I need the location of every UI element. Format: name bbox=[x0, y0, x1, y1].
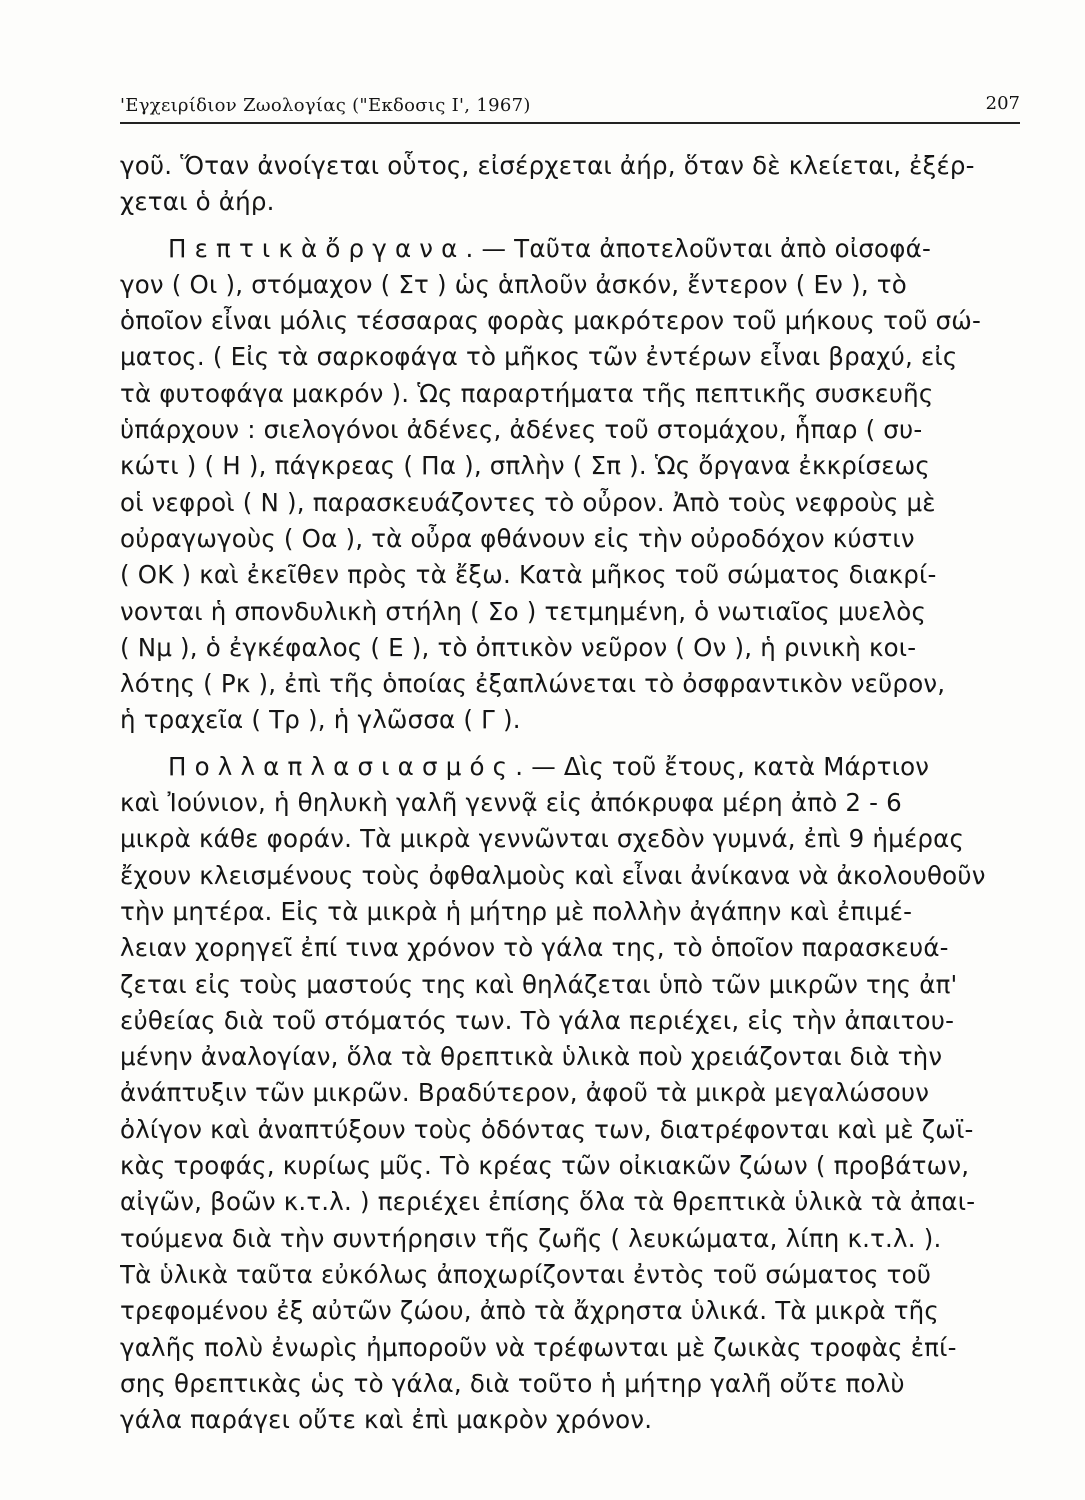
text-line: νονται ἡ σπονδυλικὴ στήλη ( Σο ) τετμημένη, ὁ νωτιαῖος μυελὸς bbox=[120, 596, 927, 626]
text-line: τὴν μητέρα. Εἰς τὰ μικρὰ ἡ μήτηρ μὲ πολλὴν ἀγάπην καὶ ἐπιμέ- bbox=[120, 896, 913, 926]
text-line: γαλῆς πολὺ ἐνωρὶς ἠμποροῦν νὰ τρέφωνται μὲ ζωικὰς τροφὰς ἐπί- bbox=[120, 1332, 957, 1362]
page-number: 207 bbox=[985, 93, 1020, 114]
running-head bbox=[120, 88, 1020, 124]
text-line: ὑπάρχουν : σιελογόνοι ἀδένες, ἀδένες τοῦ στομάχου, ἧπαρ ( συ- bbox=[120, 415, 923, 445]
text-line: Τὰ ὑλικὰ ταῦτα εὐκόλως ἀποχωρίζονται ἐντὸς τοῦ σώματος τοῦ bbox=[120, 1259, 932, 1289]
text-line: λειαν χορηγεῖ ἐπί τινα χρόνον τὸ γάλα της, τὸ ὁποῖον παρασκευά- bbox=[120, 933, 949, 963]
text-line: Π ε π τ ι κ ὰ ὄ ρ γ α ν α . — Ταῦτα ἀποτελοῦνται ἀπὸ οἰσοφά- bbox=[168, 233, 931, 263]
text-line: μένην ἀναλογίαν, ὅλα τὰ θρεπτικὰ ὑλικὰ ποὺ χρειάζονται διὰ τὴν bbox=[120, 1042, 943, 1072]
text-line: τρεφομένου ἐξ αὐτῶν ζώου, ἀπὸ τὰ ἄχρηστα ὑλικά. Τὰ μικρὰ τῆς bbox=[120, 1296, 939, 1326]
text-line: εὐθείας διὰ τοῦ στόματός των. Τὸ γάλα περιέχει, εἰς τὴν ἀπαιτου- bbox=[120, 1005, 955, 1035]
text-line: καὶ Ἰούνιον, ἡ θηλυκὴ γαλῆ γεννᾷ εἰς ἀπόκρυφα μέρη ἀπὸ 2 - 6 bbox=[120, 788, 902, 818]
text-line: ἔχουν κλεισμένους τοὺς ὀφθαλμοὺς καὶ εἶναι ἀνίκανα νὰ ἀκολουθοῦν bbox=[120, 860, 986, 890]
text-line: γάλα παράγει οὔτε καὶ ἐπὶ μακρὸν χρόνον. bbox=[120, 1405, 653, 1435]
text-line: αἰγῶν, βοῶν κ.τ.λ. ) περιέχει ἐπίσης ὅλα τὰ θρεπτικὰ ὑλικὰ τὰ ἀπαι- bbox=[120, 1187, 976, 1217]
text-line: γοῦ. Ὅταν ἀνοίγεται οὗτος, εἰσέρχεται ἀήρ, ὅταν δὲ κλείεται, ἐξέρ- bbox=[120, 151, 975, 180]
body-text bbox=[120, 148, 1040, 1438]
text-line: λότης ( Ρκ ), ἐπὶ τῆς ὁποίας ἐξαπλώνεται τὸ ὀσφραντικὸν νεῦρον, bbox=[120, 669, 946, 699]
text-line: τὰ φυτοφάγα μακρόν ). Ὡς παραρτήματα τῆς πεπτικῆς συσκευῆς bbox=[120, 378, 934, 408]
text-line: οὐραγωγοὺς ( Οα ), τὰ οὖρα φθάνουν εἰς τὴν οὐροδόχον κύστιν bbox=[120, 523, 915, 553]
text-line: ( ΟΚ ) καὶ ἐκεῖθεν πρὸς τὰ ἔξω. Κατὰ μῆκος τοῦ σώματος διακρί- bbox=[120, 560, 937, 590]
text-line: Π ο λ λ α π λ α σ ι α σ μ ό ς . — Δὶς τοῦ ἔτους, κατὰ Μάρτιον bbox=[168, 751, 930, 781]
text-line: ζεται εἰς τοὺς μαστούς της καὶ θηλάζεται ὑπὸ τῶν μικρῶν της ἀπ' bbox=[120, 969, 958, 999]
text-line: ἡ τραχεῖα ( Τρ ), ἡ γλῶσσα ( Γ ). bbox=[120, 705, 521, 735]
text-line: κώτι ) ( Η ), πάγκρεας ( Πα ), σπλὴν ( Σπ ). Ὡς ὄργανα ἐκκρίσεως bbox=[120, 451, 930, 481]
text-line: ὀλίγον καὶ ἀναπτύξουν τοὺς ὀδόντας των, διατρέφονται καὶ μὲ ζωϊ- bbox=[120, 1114, 974, 1144]
text-line: χεται ὁ ἀήρ. bbox=[120, 187, 275, 217]
text-line: κὰς τροφάς, κυρίως μῦς. Τὸ κρέας τῶν οἰκιακῶν ζώων ( προβάτων, bbox=[120, 1151, 970, 1181]
text-line: τούμενα διὰ τὴν συντήρησιν τῆς ζωῆς ( λευκώματα, λίπη κ.τ.λ. ). bbox=[120, 1223, 942, 1253]
text-line: ( Νμ ), ὁ ἐγκέφαλος ( Ε ), τὸ ὀπτικὸν νεῦρον ( Ον ), ἡ ρινικὴ κοι- bbox=[120, 632, 917, 662]
text-line: ματος. ( Εἰς τὰ σαρκοφάγα τὸ μῆκος τῶν ἐντέρων εἶναι βραχύ, εἰς bbox=[120, 342, 958, 372]
text-line: μικρὰ κάθε φοράν. Τὰ μικρὰ γεννῶνται σχεδὸν γυμνά, ἐπὶ 9 ἡμέρας bbox=[120, 824, 965, 854]
text-line: ἀνάπτυξιν τῶν μικρῶν. Βραδύτερον, ἀφοῦ τὰ μικρὰ μεγαλώσουν bbox=[120, 1078, 930, 1108]
text-line: γον ( Οι ), στόμαχον ( Στ ) ὡς ἁπλοῦν ἀσκόν, ἔντερον ( Εν ), τὸ bbox=[120, 269, 907, 299]
text-line: σης θρεπτικὰς ὡς τὸ γάλα, διὰ τοῦτο ἡ μήτηρ γαλῆ οὔτε πολὺ bbox=[120, 1368, 905, 1398]
text-line: οἱ νεφροὶ ( Ν ), παρασκευάζοντες τὸ οὖρον. Ἀπὸ τοὺς νεφροὺς μὲ bbox=[120, 487, 936, 517]
running-title: 'Εγχειρίδιον Ζωολογίας ("Εκδοσις Ι', 1967) bbox=[120, 95, 531, 116]
text-line: ὁποῖον εἶναι μόλις τέσσαρας φορὰς μακρότερον τοῦ μήκους τοῦ σώ- bbox=[120, 306, 982, 336]
